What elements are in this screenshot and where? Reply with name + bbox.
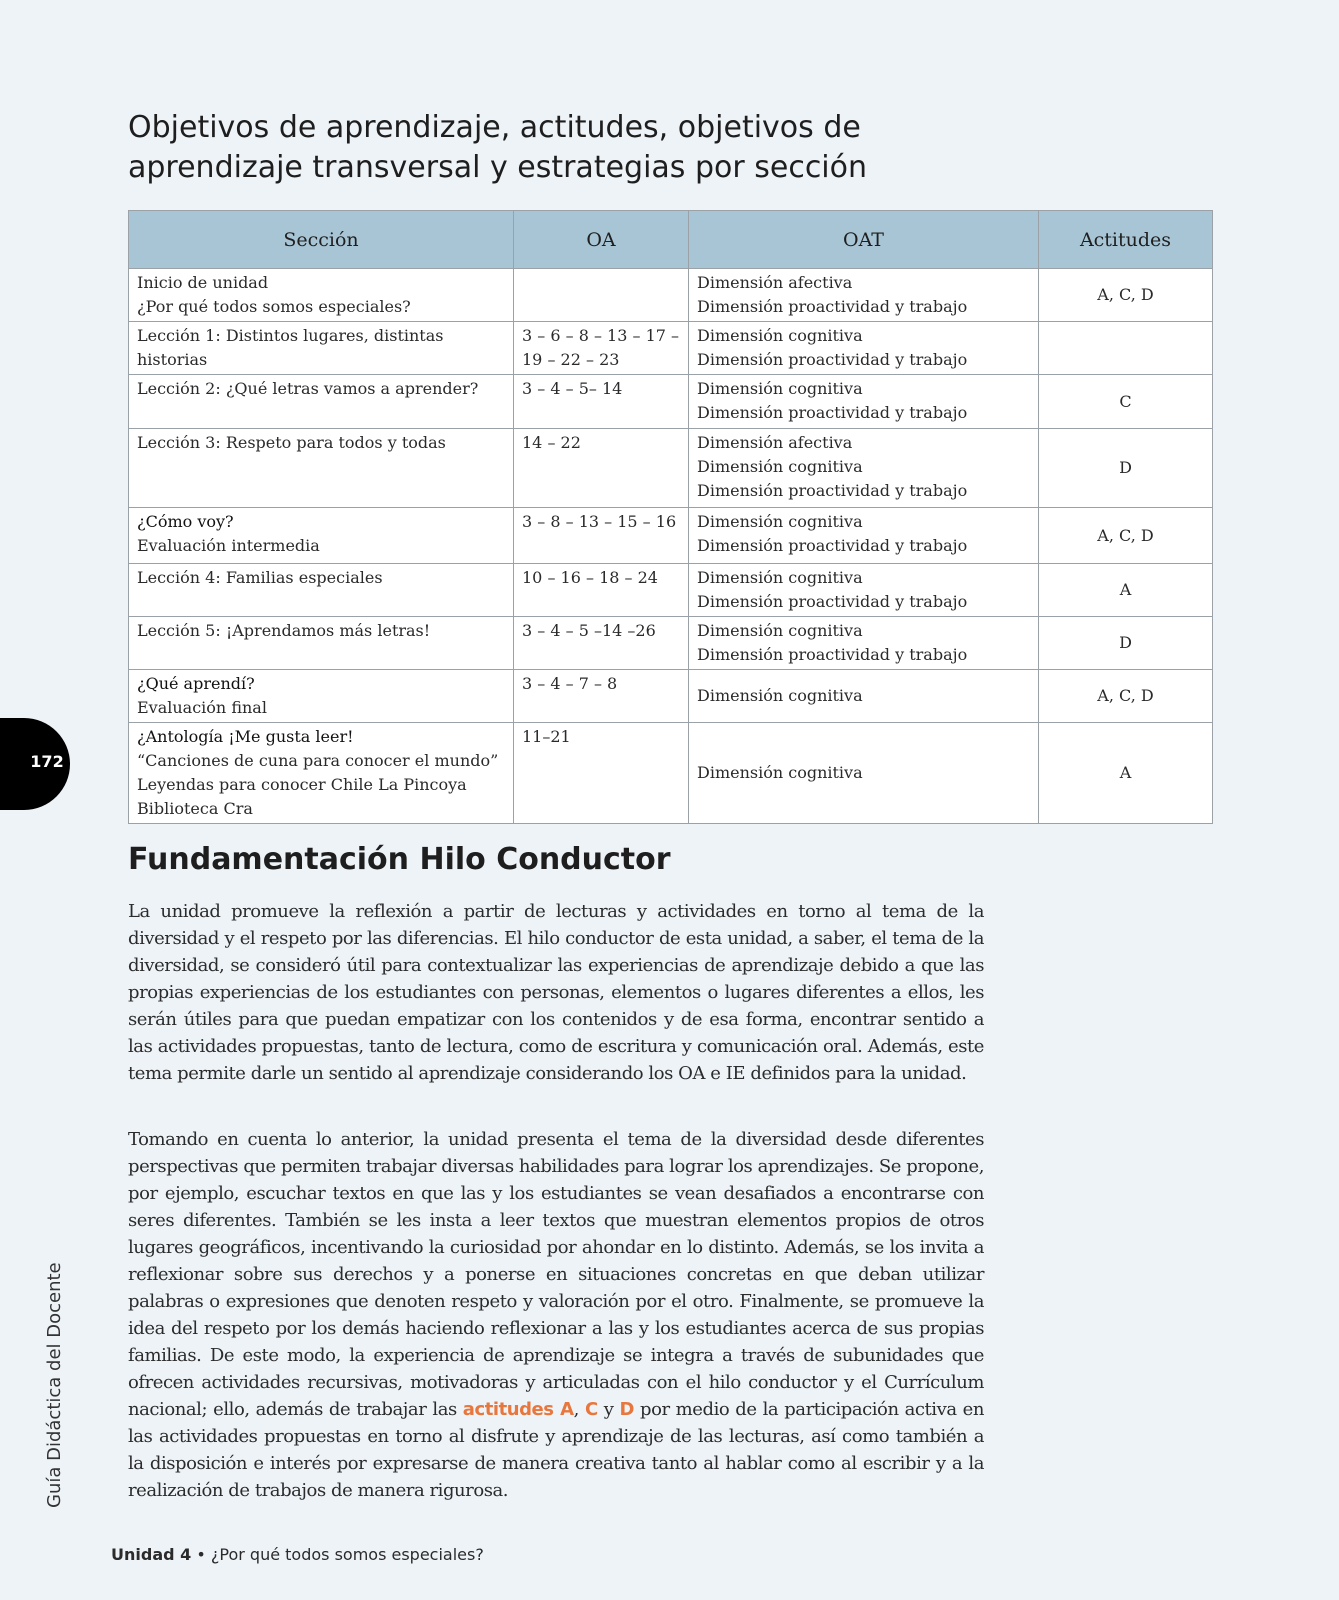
cell-oat [689, 375, 1039, 429]
cell-section [129, 429, 514, 508]
cell-oat [689, 322, 1039, 375]
oat-line: Dimensión cognitiva [697, 326, 863, 345]
cell-actitudes: A, C, D [1039, 508, 1213, 564]
cell-oa: 10 – 16 – 18 – 24 [514, 564, 689, 617]
cell-oa: 14 – 22 [514, 429, 689, 508]
section-line: Leyendas para conocer Chile La Pincoya [137, 775, 467, 794]
header-oat: OAT [689, 211, 1039, 269]
footer-subtitle: ¿Por qué todos somos especiales? [210, 1545, 484, 1564]
header-seccion: Sección [129, 211, 514, 269]
section-line: historias [137, 350, 208, 369]
footer [111, 1545, 484, 1564]
table-row [129, 723, 1213, 824]
section-line: Inicio de unidad [137, 273, 269, 292]
cell-actitudes: C [1039, 375, 1213, 429]
paragraph-text: por medio de la participación activa en las actividades propuestas en torno al disfrute y aprendizaje de las lecturas, así como también a la disposición e interés por expresarse de manera creativa tanto al hablar como al escribir y a la realización de trabajos de manera rigurosa. [128, 1399, 984, 1501]
paragraph-text: , [573, 1399, 585, 1420]
oat-line: Dimensión cognitiva [697, 686, 863, 705]
oat-line: Dimensión cognitiva [697, 379, 863, 398]
section-line: Lección 4: Familias especiales [137, 568, 383, 587]
cell-section [129, 564, 514, 617]
cell-section [129, 508, 514, 564]
cell-oa: 3 – 4 – 5– 14 [514, 375, 689, 429]
oat-line: Dimensión proactividad y trabajo [697, 481, 968, 500]
objectives-table [128, 210, 1213, 824]
section-line: “Canciones de cuna para conocer el mundo” [137, 751, 499, 770]
footer-bullet: • [191, 1545, 211, 1564]
table-row [129, 564, 1213, 617]
section-title: Fundamentación Hilo Conductor [128, 842, 671, 877]
page-number: 172 [30, 752, 64, 771]
cell-oat [689, 429, 1039, 508]
cell-section [129, 269, 514, 322]
cell-oat [689, 564, 1039, 617]
section-line: ¿Cómo voy? [137, 512, 234, 531]
cell-actitudes: D [1039, 429, 1213, 508]
footer-unit: Unidad 4 [111, 1545, 192, 1564]
oat-line: Dimensión cognitiva [697, 763, 863, 782]
oat-line: Dimensión proactividad y trabajo [697, 592, 968, 611]
sidebar-title: Guía Didáctica del Docente [44, 1262, 65, 1508]
cell-actitudes [1039, 322, 1213, 375]
oa-line: 3 – 6 – 8 – 13 – 17 – [522, 326, 680, 345]
oat-line: Dimensión proactividad y trabajo [697, 645, 968, 664]
paragraph-text: Tomando en cuenta lo anterior, la unidad presenta el tema de la diversidad desde diferentes perspectivas que permiten trabajar diversas habilidades para lograr los aprendizajes. Se propone, por ejemplo, escuchar textos en que las y los estudiantes se vean desafiados a encontrarse con seres diferentes. También se les insta a leer textos que muestran elementos propios de otros lugares geográficos, incentivando la curiosidad por ahondar en lo distinto. Además, se los invita a reflexionar sobre sus derechos y a ponerse en situaciones concretas en que deban utilizar palabras o expresiones que denoten respeto y valoración por el otro. Finalmente, se promueve la idea del respeto por los demás haciendo reflexionar a las y los estudiantes acerca de sus propias familias. De este modo, la experiencia de aprendizaje se integra a través de subunidades que ofrecen actividades recursivas, motivadoras y articuladas con el hilo conductor y el Currículum nacional; ello, además de trabajar las [128, 1129, 984, 1420]
cell-oat [689, 269, 1039, 322]
cell-oat [689, 670, 1039, 723]
cell-actitudes: A [1039, 564, 1213, 617]
header-oa: OA [514, 211, 689, 269]
oat-line: Dimensión cognitiva [697, 621, 863, 640]
section-line: ¿Por qué todos somos especiales? [137, 297, 411, 316]
section-line: Evaluación intermedia [137, 536, 320, 555]
cell-oa [514, 269, 689, 322]
section-line: Lección 1: Distintos lugares, distintas [137, 326, 444, 345]
table-row [129, 322, 1213, 375]
cell-section [129, 375, 514, 429]
section-line: Lección 5: ¡Aprendamos más letras! [137, 621, 431, 640]
cell-oat [689, 508, 1039, 564]
cell-section [129, 670, 514, 723]
section-line: Lección 2: ¿Qué letras vamos a aprender? [137, 379, 479, 398]
cell-actitudes: D [1039, 617, 1213, 670]
oat-line: Dimensión cognitiva [697, 457, 863, 476]
table-row [129, 375, 1213, 429]
cell-oa: 11–21 [514, 723, 689, 824]
oat-line: Dimensión proactividad y trabajo [697, 297, 968, 316]
oat-line: Dimensión cognitiva [697, 568, 863, 587]
table-row [129, 617, 1213, 670]
paragraph-text: y [597, 1399, 620, 1420]
oat-line: Dimensión proactividad y trabajo [697, 350, 968, 369]
highlight-text: D [619, 1399, 634, 1420]
paragraph: La unidad promueve la reflexión a partir de lecturas y actividades en torno al tema de la diversidad y el respeto por las diferencias. El hilo conductor de esta unidad, a saber, el tema de la diversidad, se consideró útil para contextualizar las experiencias de aprendizaje debido a que las propias experiencias de los estudiantes con personas, elementos o lugares diferentes a ellos, les serán útiles para que puedan empatizar con los contenidos y de esa forma, encontrar sentido a las actividades propuestas, tanto de lectura, como de escritura y comunicación oral. Además, este tema permite darle un sentido al aprendizaje considerando los OA e IE definidos para la unidad. [128, 901, 984, 1084]
cell-oa: 3 – 8 – 13 – 15 – 16 [514, 508, 689, 564]
cell-oat [689, 617, 1039, 670]
section-line: ¿Antología ¡Me gusta leer! [137, 727, 354, 746]
section-line: Lección 3: Respeto para todos y todas [137, 433, 446, 452]
oat-line: Dimensión afectiva [697, 433, 853, 452]
paragraph [128, 1126, 984, 1504]
table-row [129, 670, 1213, 723]
oat-line: Dimensión proactividad y trabajo [697, 536, 968, 555]
cell-actitudes: A, C, D [1039, 269, 1213, 322]
cell-oa: 3 – 4 – 5 –14 –26 [514, 617, 689, 670]
oat-line: Dimensión proactividad y trabajo [697, 403, 968, 422]
header-actitudes: Actitudes [1039, 211, 1213, 269]
highlight-text: actitudes A [462, 1399, 574, 1420]
page-title: Objetivos de aprendizaje, actitudes, objetivos de aprendizaje transversal y estrategias por sección [128, 110, 868, 185]
cell-oa: 3 – 4 – 7 – 8 [514, 670, 689, 723]
section-line: ¿Qué aprendí? [137, 674, 255, 693]
oat-line: Dimensión cognitiva [697, 512, 863, 531]
table-row [129, 429, 1213, 508]
oat-line: Dimensión afectiva [697, 273, 853, 292]
cell-oa [514, 322, 689, 375]
cell-actitudes: A [1039, 723, 1213, 824]
cell-section [129, 617, 514, 670]
cell-section [129, 322, 514, 375]
cell-oat [689, 723, 1039, 824]
table-row [129, 508, 1213, 564]
table-row [129, 269, 1213, 322]
section-line: Evaluación final [137, 698, 267, 717]
cell-actitudes: A, C, D [1039, 670, 1213, 723]
cell-section [129, 723, 514, 824]
oa-line: 19 – 22 – 23 [522, 350, 620, 369]
table-header-row [129, 211, 1213, 269]
section-line: Biblioteca Cra [137, 799, 253, 818]
highlight-text: C [584, 1399, 598, 1420]
